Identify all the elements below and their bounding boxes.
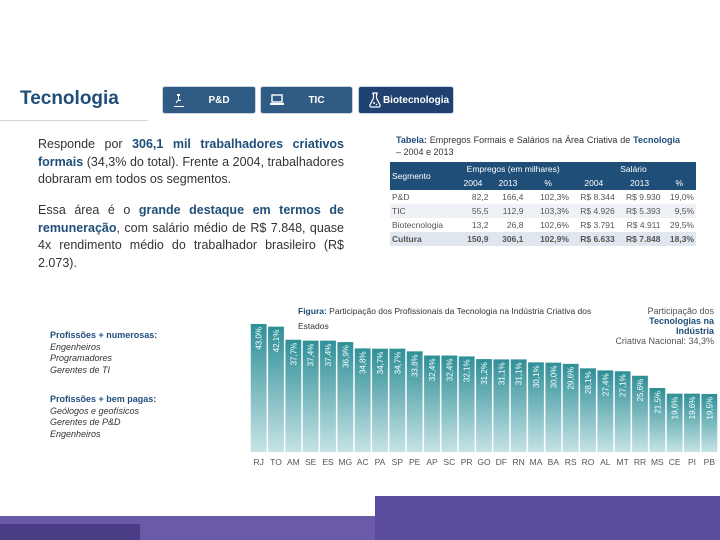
table-cell: 19,0% <box>663 190 696 204</box>
table-cell: 102,6% <box>525 218 571 232</box>
header-segment: Segmento <box>390 162 455 190</box>
p1-text-c: (34,3% do total). Frente a 2004, trabalhadores dobraram em todos os segmentos. <box>38 154 344 186</box>
list-item: Programadores <box>50 353 113 363</box>
data-label: 34,7% <box>376 351 385 375</box>
table-caption-bold: Tecnologia <box>633 135 680 145</box>
category-label: CE <box>668 457 681 467</box>
laptop-icon <box>269 92 285 108</box>
paragraph-employment <box>38 136 344 189</box>
side-list-paid <box>50 394 156 440</box>
data-label: 25,6% <box>636 378 645 402</box>
data-label: 32,4% <box>428 358 437 382</box>
list-item: Gerentes de TI <box>50 364 111 375</box>
category-label: PB <box>703 457 716 467</box>
data-label: 37,4% <box>324 343 333 367</box>
table-cell: 166,4 <box>490 190 525 204</box>
data-label: 19,6% <box>670 396 680 420</box>
header-year: 2013 <box>617 176 663 190</box>
category-label: MT <box>616 457 629 467</box>
data-label: 21,5% <box>653 390 663 414</box>
data-label: 31,2% <box>480 362 489 385</box>
category-label: RN <box>512 457 525 467</box>
tab-pd[interactable] <box>162 86 256 114</box>
category-label: RS <box>564 457 577 467</box>
header-employment: Empregos (em milhares) <box>455 162 570 176</box>
footer-band <box>0 496 720 540</box>
header-year: 2013 <box>490 176 525 190</box>
category-label: DF <box>495 457 508 467</box>
table-cell: R$ 4.926 <box>571 204 617 218</box>
data-label: 30,1% <box>532 365 541 389</box>
table-cell: 112,9 <box>490 204 525 218</box>
table-cell: 55,5 <box>455 204 490 218</box>
side-heading: Profissões + bem pagas: <box>50 394 157 404</box>
category-label: PI <box>687 457 697 467</box>
table-cell: R$ 3.791 <box>571 218 617 232</box>
data-label: 34,8% <box>358 351 368 375</box>
tab-tic[interactable] <box>260 86 353 114</box>
table-cell: TIC <box>390 204 455 218</box>
table-caption-end: – 2004 e 2013 <box>396 147 454 157</box>
data-label: 32,1% <box>462 359 472 383</box>
p1-text-a: Responde por <box>38 137 133 151</box>
data-label: 31,1% <box>497 362 507 386</box>
category-label: AC <box>356 457 369 467</box>
footer-block <box>375 496 720 540</box>
table-cell: P&D <box>390 190 455 204</box>
table-cell: 82,2 <box>455 190 490 204</box>
data-label: 34,7% <box>393 351 403 375</box>
figure-caption-label: Figura: <box>298 306 327 316</box>
list-item: Engenheiros <box>50 341 101 352</box>
category-label: GO <box>477 457 491 467</box>
category-label: RO <box>581 457 595 467</box>
table-cell: 18,3% <box>663 232 696 246</box>
table-caption <box>396 134 680 158</box>
table-cell: R$ 4.911 <box>617 218 663 232</box>
category-label: TO <box>270 457 282 467</box>
side-heading: Profissões + numerosas: <box>50 330 158 340</box>
table-cell: 103,3% <box>525 204 571 218</box>
paragraph-salary <box>38 202 344 272</box>
category-label: SE <box>304 457 317 467</box>
category-label: AM <box>286 457 300 467</box>
category-label: PA <box>374 457 386 467</box>
table-cell: 102,9% <box>525 232 571 246</box>
header-salary: Salário <box>571 162 696 176</box>
table-cell: 150,9 <box>455 232 490 246</box>
microscope-icon <box>171 92 187 108</box>
legend-line-3: Criativa Nacional: 34,3% <box>615 336 714 346</box>
tab-biotecnologia-label: Biotecnologia <box>382 94 450 106</box>
table-cell: R$ 6.633 <box>571 232 617 246</box>
tab-biotecnologia[interactable] <box>358 86 454 114</box>
table-row <box>390 190 696 204</box>
data-label: 30,0% <box>549 365 559 389</box>
legend-line-1: Participação dos <box>647 306 714 316</box>
header-year: 2004 <box>571 176 617 190</box>
employment-table <box>390 162 696 246</box>
data-label: 27,1% <box>618 374 628 397</box>
figure-caption-text: Participação dos Profissionais da Tecnologia na Indústria Criativa dos Estados <box>298 306 592 331</box>
category-label: MG <box>338 457 353 467</box>
table-cell: 13,2 <box>455 218 490 232</box>
category-label: SC <box>443 457 456 467</box>
table-cell: Biotecnologia <box>390 218 455 232</box>
table-cell: 9,5% <box>663 204 696 218</box>
category-label: RJ <box>253 457 264 467</box>
p2-text-a: Essa área é o <box>38 203 139 217</box>
category-label: AP <box>426 457 438 467</box>
category-label: PR <box>460 457 473 467</box>
table-cell: 29,5% <box>663 218 696 232</box>
table-cell: R$ 5.393 <box>617 204 663 218</box>
table-cell: 306,1 <box>490 232 525 246</box>
data-label: 43,0% <box>254 326 264 350</box>
footer-accent <box>0 524 140 540</box>
category-label: BA <box>547 457 560 467</box>
table-total-row <box>390 232 696 246</box>
tab-tic-label: TIC <box>308 94 325 106</box>
table-caption-label: Tabela: <box>396 135 427 145</box>
data-label: 36,9% <box>341 345 351 368</box>
table-cell: 102,3% <box>525 190 571 204</box>
list-item: Geólogos e geofísicos <box>50 405 140 416</box>
data-label: 27,4% <box>601 373 611 397</box>
data-label: 31,1% <box>514 362 524 386</box>
data-label: 29,6% <box>566 366 576 390</box>
category-label: ES <box>322 457 334 467</box>
header-year: 2004 <box>455 176 490 190</box>
table-cell: Cultura <box>390 232 455 246</box>
category-label: RR <box>633 457 647 467</box>
header-pct: % <box>663 176 696 190</box>
flask-icon <box>367 92 383 108</box>
state-participation-chart <box>250 312 718 470</box>
tab-pd-label: P&D <box>208 94 230 106</box>
table-row <box>390 204 696 218</box>
p1-highlight: 306,1 mil trabalhadores criativos formais <box>38 137 344 169</box>
p2-highlight: grande destaque em termos de remuneração <box>38 203 345 235</box>
table-cell: R$ 7.848 <box>617 232 663 246</box>
category-label: MS <box>650 457 664 467</box>
table-cell: R$ 9.930 <box>617 190 663 204</box>
data-label: 33,8% <box>410 354 420 378</box>
table-caption-text: Empregos Formais e Salários na Área Criativa de <box>426 135 634 145</box>
table-cell: R$ 8.344 <box>571 190 617 204</box>
side-list-numerous <box>50 330 157 376</box>
category-label: SP <box>391 457 404 467</box>
header-pct: % <box>525 176 571 190</box>
data-label: 19,5% <box>705 396 715 420</box>
page-title: Tecnologia <box>20 88 119 109</box>
legend-line-2: Tecnologias na Indústria <box>649 316 714 336</box>
p2-text-c: , com salário médio de R$ 7.848, quase 4x rendimento médio do trabalhador brasileiro (R$ 2.073). <box>38 220 344 270</box>
data-label: 37,4% <box>306 343 316 367</box>
table-cell: 26,8 <box>490 218 525 232</box>
data-label: 19,6% <box>688 396 697 420</box>
list-item: Gerentes de P&D <box>50 417 121 427</box>
data-label: 42,1% <box>272 329 281 353</box>
data-label: 37,7% <box>289 342 299 366</box>
category-label: MA <box>529 457 543 467</box>
list-item: Engenheiros <box>50 428 101 439</box>
category-label: PE <box>408 457 421 467</box>
category-label: AL <box>600 457 611 467</box>
table-header-row-1 <box>390 162 696 176</box>
table-row <box>390 218 696 232</box>
data-label: 32,4% <box>445 358 455 382</box>
data-label: 28,1% <box>584 371 593 395</box>
